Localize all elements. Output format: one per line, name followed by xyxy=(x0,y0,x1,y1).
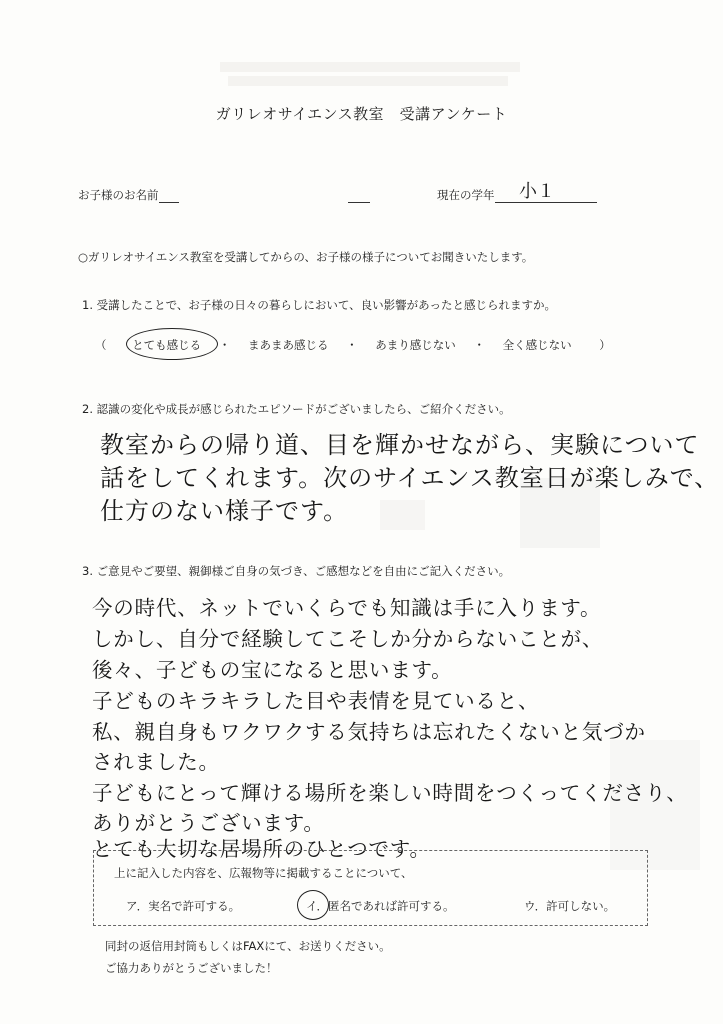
intro-text: ○ガリレオサイエンス教室を受講してからの、お子様の様子についてお聞きいたします。 xyxy=(78,250,534,264)
page-title: ガリレオサイエンス教室 受講アンケート xyxy=(215,105,508,123)
q1-option-1[interactable]: とても感じる xyxy=(132,338,202,352)
child-name-field xyxy=(78,187,179,203)
q1-option-3[interactable]: あまり感じない xyxy=(375,338,456,352)
q1-option-4[interactable]: 全く感じない xyxy=(502,338,572,352)
permission-text: 上に記入した内容を、広報物等に掲載することについて、 xyxy=(114,866,413,880)
paren-open: （ xyxy=(95,338,107,352)
q2-answer-line: 教室からの帰り道、目を輝かせながら、実験について xyxy=(100,431,700,459)
q3-answer-line: ありがとうございます。 xyxy=(92,811,325,835)
bleed-through-mark xyxy=(220,62,520,72)
q2-answer-line: 話をしてくれます。次のサイエンス教室日が楽しみで、 xyxy=(100,464,720,492)
q1-option-2[interactable]: まあまあ感じる xyxy=(247,338,329,352)
grade-label: 現在の学年 xyxy=(437,188,495,202)
grade-field xyxy=(437,187,597,203)
q3-answer-line: とても大切な居場所のひとつです。 xyxy=(92,837,431,861)
name-underline-2 xyxy=(348,202,370,203)
q3-answer-line: しかし、自分で経験してこそしか分からないことが、 xyxy=(92,627,604,651)
q3-answer-line: 子どもにとって輝ける場所を楽しい時間をつくってくださり、 xyxy=(92,781,688,805)
separator: ・ xyxy=(346,338,358,352)
footer-instruction: 同封の返信用封筒もしくはFAXにて、お送りください。 xyxy=(105,939,391,953)
name-underline xyxy=(159,202,179,203)
q3-answer-line: 子どものキラキラした目や表情を見ていると、 xyxy=(92,689,540,713)
q3-answer-line: されました。 xyxy=(92,750,220,774)
grade-value: 小１ xyxy=(519,181,555,202)
bleed-through-mark xyxy=(380,500,425,530)
q2-answer-line: 仕方のない様子です。 xyxy=(100,497,349,525)
permission-option-c[interactable]: ウ．許可しない。 xyxy=(524,899,616,913)
q1-selected-circle xyxy=(126,328,218,360)
bleed-through-mark xyxy=(228,76,508,86)
permission-box xyxy=(93,850,648,926)
q3-answer-line: 後々、子どもの宝になると思います。 xyxy=(92,658,453,682)
permission-option-a[interactable]: ア．実名で許可する。 xyxy=(126,899,241,913)
footer-thanks: ご協力ありがとうございました！ xyxy=(105,961,278,975)
permission-option-b-text: 匿名であれば許可する。 xyxy=(327,899,455,913)
q3-answer-line: 私、親自身もワクワクする気持ちは忘れたくないと気づか xyxy=(92,720,646,744)
q2-label: 2. 認識の変化や成長が感じられたエピソードがございましたら、ご紹介ください。 xyxy=(82,402,511,416)
permission-selected-circle xyxy=(297,890,329,920)
separator: ・ xyxy=(218,338,231,352)
q3-label: 3. ご意見やご要望、親御様ご自身の気づき、ご感想などを自由にご記入ください。 xyxy=(82,564,511,578)
permission-option-b-mark: イ． xyxy=(306,899,328,913)
q3-answer-line: 今の時代、ネットでいくらでも知識は手に入ります。 xyxy=(92,596,602,620)
q1-label: 1. 受講したことで、お子様の日々の暮らしにおいて、良い影響があったと感じられますか。 xyxy=(82,298,557,312)
child-name-label: お子様のお名前 xyxy=(78,188,159,202)
paren-close: ） xyxy=(599,338,611,352)
separator: ・ xyxy=(473,338,485,352)
